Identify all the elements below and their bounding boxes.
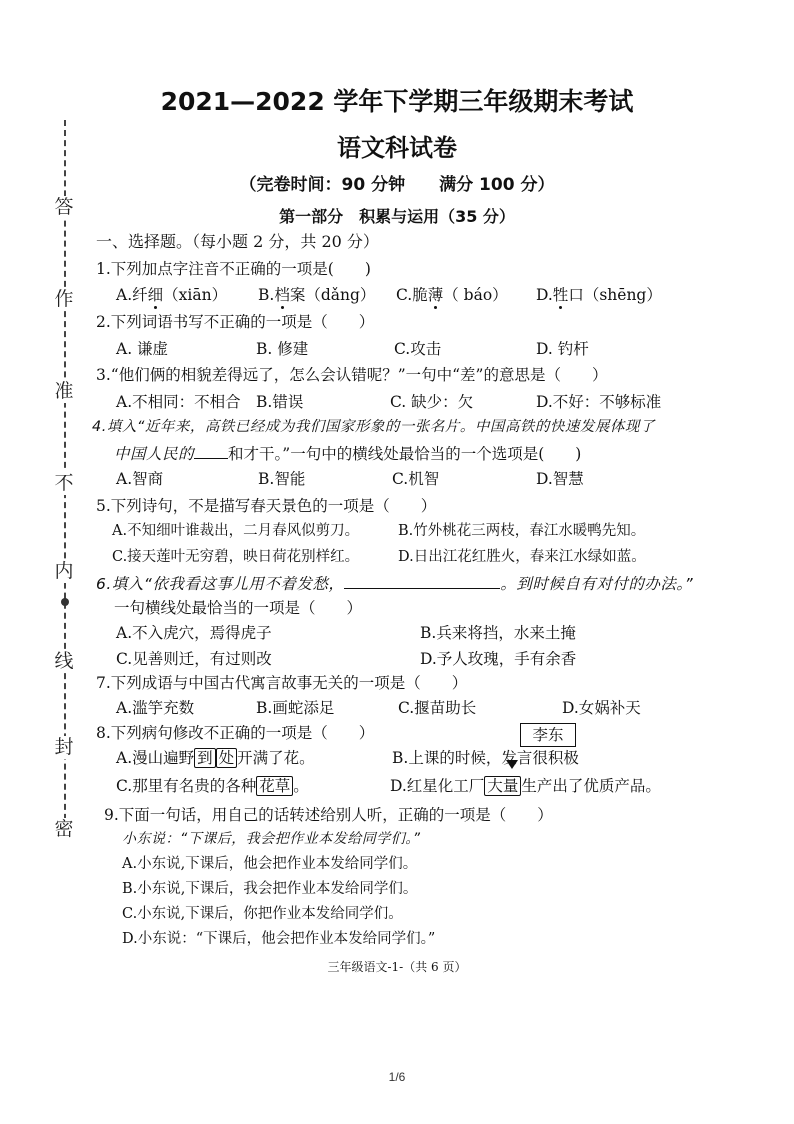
q8-d-prefix: D.红星化工厂: [390, 777, 485, 795]
q5-option-b: B.竹外桃花三两枝，春江水暖鸭先知。: [398, 523, 646, 539]
q8-option-d: [390, 777, 661, 796]
q6-option-c: C.见善则迁，有过则改: [116, 650, 272, 668]
q6-stem-start: 6.填入“依我看这事儿用不着发愁，: [96, 575, 345, 593]
q7-option-a: A.滥竽充数: [116, 699, 195, 717]
q8-c-box: 花草: [256, 776, 293, 796]
q3-option-a: A.不相同：不相合: [116, 393, 241, 411]
q1-option-c: [396, 286, 508, 305]
q4-option-a: A.智商: [116, 470, 164, 488]
q8-b-insert-word: 李东: [520, 723, 576, 747]
seal-char-8: 密: [54, 818, 74, 840]
q1-d-prefix: D.: [536, 286, 553, 304]
seal-char-7: 封: [54, 736, 74, 758]
q4-answer-blank[interactable]: [194, 444, 228, 459]
page-footer: 三年级语文-1-（共 6 页）: [327, 960, 467, 974]
q8-a-prefix: A.漫山遍野: [116, 749, 195, 767]
q1-a-prefix: A.纤: [116, 286, 148, 304]
q7-option-c: C.揠苗助长: [398, 699, 477, 717]
q4-stem-line1: 4.填入“近年来，高铁已经成为我们国家形象的一张名片。中国高铁的快速发展体现了: [92, 419, 655, 435]
q8-c-prefix: C.那里有名贵的各种: [116, 777, 257, 795]
q7-option-b: B.画蛇添足: [256, 699, 335, 717]
exam-info: （完卷时间：90 分钟 满分 100 分）: [239, 175, 555, 195]
q8-a-rest: 开满了花。: [237, 749, 315, 767]
q3-option-d: D.不好：不够标准: [536, 393, 662, 411]
q2-stem: 2.下列词语书写不正确的一项是（ ）: [96, 313, 375, 331]
seal-char-2: 作: [54, 288, 74, 310]
q1-b-prefix: B.: [258, 286, 275, 304]
q3-option-c: C. 缺少：欠: [390, 393, 474, 411]
q1-c-prefix: C.脆: [396, 286, 428, 304]
binding-dot: [61, 598, 69, 606]
q1-stem: 1.下列加点字注音不正确的一项是( ): [96, 260, 371, 278]
q5-option-d: D.日出江花红胜火，春来江水绿如蓝。: [398, 549, 646, 565]
q8-b-prefix: B.上课的时候，: [392, 749, 502, 767]
q1-a-pinyin: （xiān）: [163, 286, 228, 304]
q4-stem-line2-start: 中国人民的: [114, 445, 195, 463]
q6-stem: [96, 574, 693, 594]
q4-stem-line2-end: 和才干。”一句中的横线处最恰当的一个选项是( ): [228, 445, 582, 463]
q8-stem: 8.下列病句修改不正确的一项是（ ）: [96, 724, 375, 742]
q9-option-a: A.小东说,下课后，他会把作业本发给同学们。: [122, 856, 418, 872]
q1-b-marked-char: 档: [274, 286, 290, 304]
q1-option-b: [258, 286, 375, 305]
q4-option-c: C.机智: [392, 470, 440, 488]
q8-d-rest: 生产出了优质产品。: [521, 777, 661, 795]
seal-char-4: 不: [54, 472, 74, 494]
q7-stem: 7.下列成语与中国古代寓言故事无关的一项是（ ）: [96, 674, 468, 692]
page-number: 1/6: [388, 1070, 406, 1084]
q8-d-box: 大量: [484, 776, 521, 796]
q8-c-rest: 。: [293, 777, 309, 795]
seal-char-6: 线: [54, 650, 74, 672]
section-heading: 一、选择题。（每小题 2 分，共 20 分）: [96, 232, 379, 251]
q9-quote: 小东说：“下课后，我会把作业本发给同学们。”: [122, 831, 421, 847]
q5-option-c: C.接天莲叶无穷碧，映日荷花别样红。: [112, 549, 360, 565]
q6-option-d: D.予人玫瑰，手有余香: [420, 650, 577, 668]
q2-option-a: A. 谦虚: [116, 340, 169, 358]
q6-stem-line2: 一句横线处最恰当的一项是（ ）: [114, 599, 363, 617]
q1-a-marked-char: 细: [147, 286, 164, 304]
q3-stem: 3.“他们俩的相貌差得远了，怎么会认错呢？”一句中“差”的意思是（ ）: [96, 366, 608, 384]
q8-option-c: [116, 777, 309, 796]
q6-answer-blank[interactable]: [344, 574, 500, 589]
q9-option-d: D.小东说：“下课后，他会把作业本发给同学们。”: [122, 931, 436, 947]
q6-option-a: A.不入虎穴，焉得虎子: [116, 624, 272, 642]
q4-option-b: B.智能: [258, 470, 306, 488]
q8-option-a: [116, 749, 315, 768]
q1-d-rest: 口（shēng）: [568, 286, 662, 304]
exam-title: 2021—2022 学年下学期三年级期末考试: [160, 87, 634, 116]
q5-option-a: A.不知细叶谁裁出，二月春风似剪刀。: [112, 523, 360, 539]
q1-d-marked-char: 牲: [552, 286, 569, 304]
q8-option-b: [392, 749, 579, 768]
q8-a-box1: 到: [194, 748, 216, 768]
q6-option-b: B.兵来将挡，水来土掩: [420, 624, 576, 642]
q8-a-box2: 处: [216, 748, 238, 768]
q9-option-c: C.小东说,下课后，你把作业本发给同学们。: [122, 906, 403, 922]
q5-stem: 5.下列诗句，不是描写春天景色的一项是（ ）: [96, 497, 437, 515]
seal-char-3: 准: [54, 380, 74, 402]
exam-subtitle: 语文科试卷: [337, 134, 457, 162]
seal-char-1: 答: [54, 196, 74, 218]
seal-char-5: 内: [54, 560, 74, 582]
part-title: 第一部分 积累与运用（35 分）: [279, 207, 515, 226]
q1-c-pinyin: （ báo）: [443, 286, 508, 304]
q2-option-b: B. 修建: [256, 340, 309, 358]
q2-option-d: D. 钓杆: [536, 340, 589, 358]
q6-stem-end: 。到时候自有对付的办法。”: [500, 575, 694, 593]
q7-option-d: D.女娲补天: [562, 699, 641, 717]
q2-option-c: C.攻击: [394, 340, 442, 358]
q4-option-d: D.智慧: [536, 470, 584, 488]
q9-option-b: B.小东说,下课后，我会把作业本发给同学们。: [122, 881, 418, 897]
q8-b-rest: 发言很积极: [501, 749, 579, 767]
q3-option-b: B.错误: [256, 393, 304, 411]
q1-c-marked-char: 薄: [427, 286, 444, 304]
q1-option-a: [116, 286, 227, 305]
q9-stem: 9.下面一句话，用自己的话转述给别人听，正确的一项是（ ）: [104, 806, 553, 824]
q1-option-d: [536, 286, 662, 305]
q4-stem-line2: [114, 444, 581, 464]
q1-b-rest: 案（dǎng）: [289, 286, 376, 304]
